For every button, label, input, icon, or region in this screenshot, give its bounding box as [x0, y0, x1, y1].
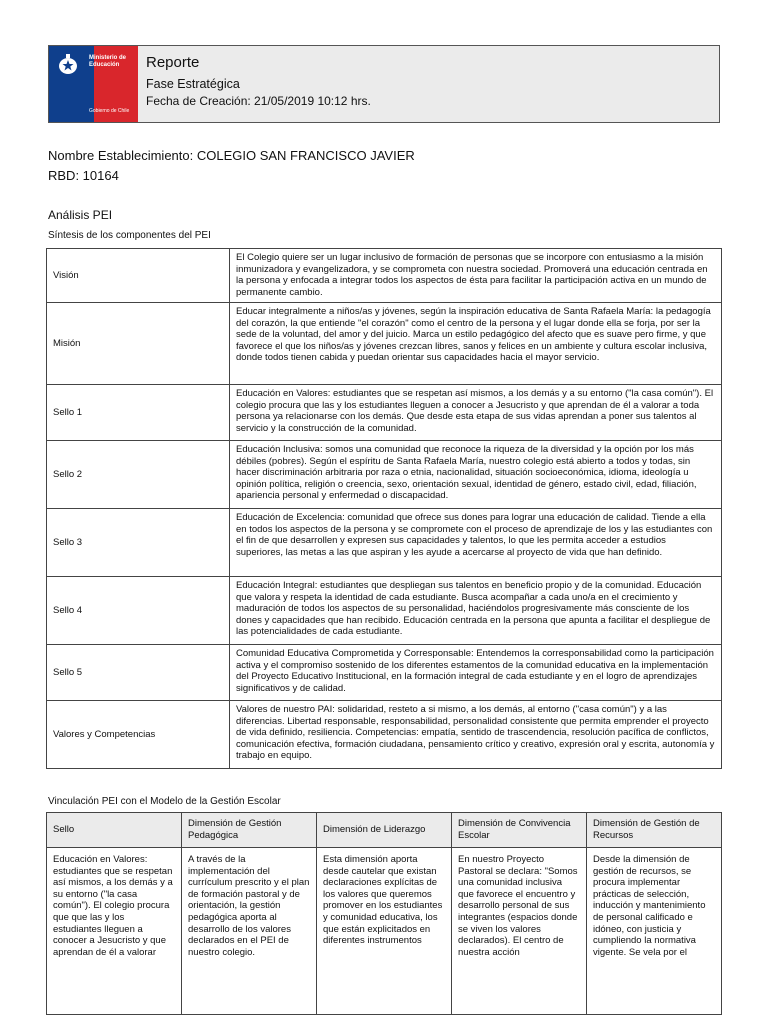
component-text: Educar integralmente a niños/as y jóvenes, según la inspiración educativa de Santa Rafaela María: la pedagogía del corazón, la que entiende "el corazón" como el centro de la persona y el lugar donde ella se forja, por ser la sede de la voluntad, del amor y del juicio. Marca un estilo pedagógico del afecto que es suave pero firme, y que favorece el que los niños/as y jóvenes crezcan libres, sanos y felices en un ambiente y cultura escolar inclusiva, donde todos tienen cabida y puedan orientar sus capacidades hacia el mayor servicio. — [230, 303, 722, 385]
component-label: Visión — [47, 249, 230, 303]
table-cell — [47, 848, 182, 1015]
component-text: El Colegio quiere ser un lugar inclusivo de formación de personas que se incorpore con entusiasmo a la misión inmunizadora y evangelizadora, y se comprometa con nuestra sociedad. Promoverá una educación centrada en la persona y enfocada a integrar todos los aspectos de ésta para facilitar la participación activa en un mundo de permanente cambio. — [230, 249, 722, 303]
table-row — [47, 701, 722, 769]
creation-date: Fecha de Creación: 21/05/2019 10:12 hrs. — [146, 94, 371, 108]
cell-text: Esta dimensión aporta desde cautelar que existan declaraciones explícitas de los valores que queremos promover en los estudiantes y comunidad educativa, los que están explicitados en diferentes instrumentos — [323, 854, 443, 947]
column-header: Dimensión de Gestión Pedagógica — [182, 813, 317, 848]
table-row — [47, 303, 722, 385]
table-row — [47, 645, 722, 701]
table-row — [47, 509, 722, 577]
cell-text: Desde la dimensión de gestión de recursos, se procura implementar prácticas de selección, inducción y mantenimiento de personal calificado e idóneo, con justicia y cumpliendo la normativa vigente. Se vela por el — [593, 854, 706, 958]
cell-text: Educación en Valores: estudiantes que se respetan así mismos, a los demás y a su entorno ("la casa común"). El colegio procura que que las y los estudiantes lleguen a conocer a Jesucristo y que aprendan de él a valorar — [53, 854, 173, 958]
table-cell — [452, 848, 587, 1015]
section-subtitle-sintesis: Síntesis de los componentes del PEI — [48, 230, 211, 241]
component-label: Sello 1 — [47, 385, 230, 441]
component-label: Valores y Competencias — [47, 701, 230, 769]
component-label: Misión — [47, 303, 230, 385]
table-row — [47, 385, 722, 441]
rbd-code: RBD: 10164 — [48, 168, 119, 183]
column-header: Dimensión de Convivencia Escolar — [452, 813, 587, 848]
table-cell — [182, 848, 317, 1015]
logo-text: Ministerio de Educación — [89, 55, 127, 68]
school-name: Nombre Establecimiento: COLEGIO SAN FRANCISCO JAVIER — [48, 148, 415, 163]
table-row — [47, 848, 722, 1015]
component-label: Sello 4 — [47, 577, 230, 645]
component-text: Educación de Excelencia: comunidad que ofrece sus dones para lograr una educación de calidad. Tiende a ella en todos los aspectos de la persona y se compromete con el proceso de aprendizaje de los y las estudiantes con el fin de que desarrollen y expresen sus capacidades y talentos, lo que les permita acceder a estudios superiores, las metas a las que aspiran y les ayude a acercarse al proyecto de vida que han definido. — [230, 509, 722, 577]
section-title-vinculacion: Vinculación PEI con el Modelo de la Gestión Escolar — [48, 796, 281, 807]
ministry-logo — [49, 46, 138, 122]
component-text: Educación en Valores: estudiantes que se respetan así mismos, a los demás y a su entorno ("la casa común"). El colegio procura que las y los estudiantes lleguen a conocer a Jesucristo y que aprendan de él a valorar a toda persona ya relacionarse con los demás. Que desde esta etapa de sus vidas aprendan a poner sus talentos al servicio y la construcción de la comunidad. — [230, 385, 722, 441]
table-cell — [587, 848, 722, 1015]
component-text: Educación Integral: estudiantes que despliegan sus talentos en beneficio propio y de la comunidad. Educación que valora y respeta la identidad de cada estudiante. Busca acompañar a cada uno/a en el crecimiento y maduración de todos los aspectos de su personalidad, haciéndolos progresivamente más consciente de los dones y capacidades que han recibido. Educación centrada en la persona que apunta a facilitar el despliegue de las potencialidades de cada estudiante. — [230, 577, 722, 645]
component-label: Sello 3 — [47, 509, 230, 577]
cell-text: A través de la implementación del currículum prescrito y el plan de formación pastoral y de orientación, la gestión pedagógica aporta al desarrollo de los valores declarados en el PEI de nuestro colegio. — [188, 854, 310, 958]
header-info — [138, 46, 719, 122]
report-phase: Fase Estratégica — [146, 77, 240, 91]
vinculacion-table — [46, 812, 722, 1015]
column-header: Dimensión de Liderazgo — [317, 813, 452, 848]
table-row — [47, 577, 722, 645]
component-label: Sello 2 — [47, 441, 230, 509]
coat-of-arms-icon — [55, 52, 81, 78]
pei-components-table — [46, 248, 722, 769]
component-text: Comunidad Educativa Comprometida y Corresponsable: Entendemos la corresponsabilidad como la participación activa y el compromiso sostenido de los diferentes estamentos de la comunidad educativa en la implementación del Proyecto Educativo Institucional, en la formación integral de cada estudiante y en el logro de aprendizajes significativos y de calidad. — [230, 645, 722, 701]
table-row — [47, 249, 722, 303]
section-title-analisis: Análisis PEI — [48, 208, 113, 222]
table-header-row — [47, 813, 722, 848]
report-title: Reporte — [146, 54, 200, 71]
component-text: Educación Inclusiva: somos una comunidad que reconoce la riqueza de la diversidad y la opción por los más débiles (pobres). Según el espíritu de Santa Rafaela María, nuestro colegio está abierto a todos y todas, sin hacer discriminación arbitraria por raza o etnia, nacionalidad, situación socioeconómica, idioma, ideología u opinión política, religión o creencia, sexo, orientación sexual, identidad de género, estado civil, edad, filiación, apariencia personal y enfermedad o discapacidad. — [230, 441, 722, 509]
table-row — [47, 441, 722, 509]
report-header — [48, 45, 720, 123]
component-label: Sello 5 — [47, 645, 230, 701]
column-header: Dimensión de Gestión de Recursos — [587, 813, 722, 848]
component-text: Valores de nuestro PAI: solidaridad, resteto a si mismo, a los demás, al entorno ("casa común") y a las diferencias. Libertad responsable, responsabilidad, personalidad consistente que permita emprender el proyecto de vida definido, resiliencia. Competencias: empatía, sentido de trascendencia, resolución pacífica de conflictos, comunicación efectiva, formación ciudadana, pensamiento crítico y creativo, expresión oral y escrita, autonomía y trabajo en equipo. — [230, 701, 722, 769]
column-header: Sello — [47, 813, 182, 848]
cell-text: En nuestro Proyecto Pastoral se declara: "Somos una comunidad inclusiva que favorece el encuentro y desarrollo personal de sus integrantes (espacios donde se viven los valores declarados). El centro de nuestra acción — [458, 854, 578, 958]
logo-footer: Gobierno de Chile — [89, 108, 130, 114]
table-cell — [317, 848, 452, 1015]
